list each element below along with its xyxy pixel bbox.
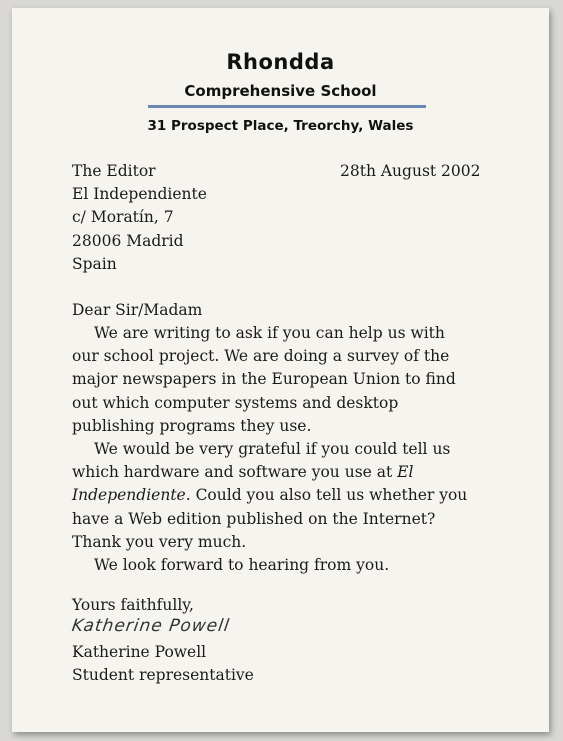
school-subtitle: Comprehensive School	[184, 82, 377, 100]
recipient-line: The Editor	[72, 162, 156, 180]
letter-date: 28th August 2002	[340, 162, 481, 180]
paragraph-2	[72, 438, 467, 554]
paragraph-text: which hardware and software you use at	[72, 463, 398, 482]
closing: Yours faithfully,	[72, 596, 194, 614]
paragraph-line: publishing programs they use.	[72, 416, 312, 435]
paragraph-line: our school project. We are doing a survey of the	[72, 347, 450, 366]
school-address: 31 Prospect Place, Treorchy, Wales	[147, 118, 414, 134]
sender-name: Katherine Powell	[72, 643, 207, 661]
paragraph-line: out which computer systems and desktop	[72, 393, 399, 412]
paragraph-3: We look forward to hearing from you.	[94, 556, 390, 574]
paragraph-line: major newspapers in the European Union to find	[72, 370, 456, 389]
paragraph-text: . Could you also tell us whether you	[185, 486, 468, 505]
paragraph-1	[72, 322, 456, 438]
recipient-line: El Independiente	[72, 185, 207, 204]
recipient-address	[72, 160, 207, 276]
paragraph-line: We are writing to ask if you can help us with	[94, 324, 445, 342]
paragraph-line: Thank you very much.	[72, 532, 247, 551]
paragraph-line: We would be very grateful if you could tell us	[94, 440, 451, 458]
paragraph-line	[72, 484, 467, 507]
paragraph-line	[72, 461, 467, 484]
recipient-line: 28006 Madrid	[72, 231, 184, 250]
recipient-line: c/ Moratín, 7	[72, 208, 174, 227]
salutation: Dear Sir/Madam	[72, 301, 203, 319]
newspaper-name: El	[397, 463, 414, 482]
school-name: Rhondda	[226, 50, 335, 74]
recipient-line: Spain	[72, 254, 117, 273]
newspaper-name: Independiente	[72, 486, 186, 505]
sender-title: Student representative	[72, 666, 254, 684]
letter-page	[12, 8, 549, 732]
handwritten-signature: Katherine Powell	[70, 616, 232, 636]
letterhead-divider	[148, 105, 426, 108]
paragraph-line: have a Web edition published on the Internet?	[72, 509, 436, 528]
